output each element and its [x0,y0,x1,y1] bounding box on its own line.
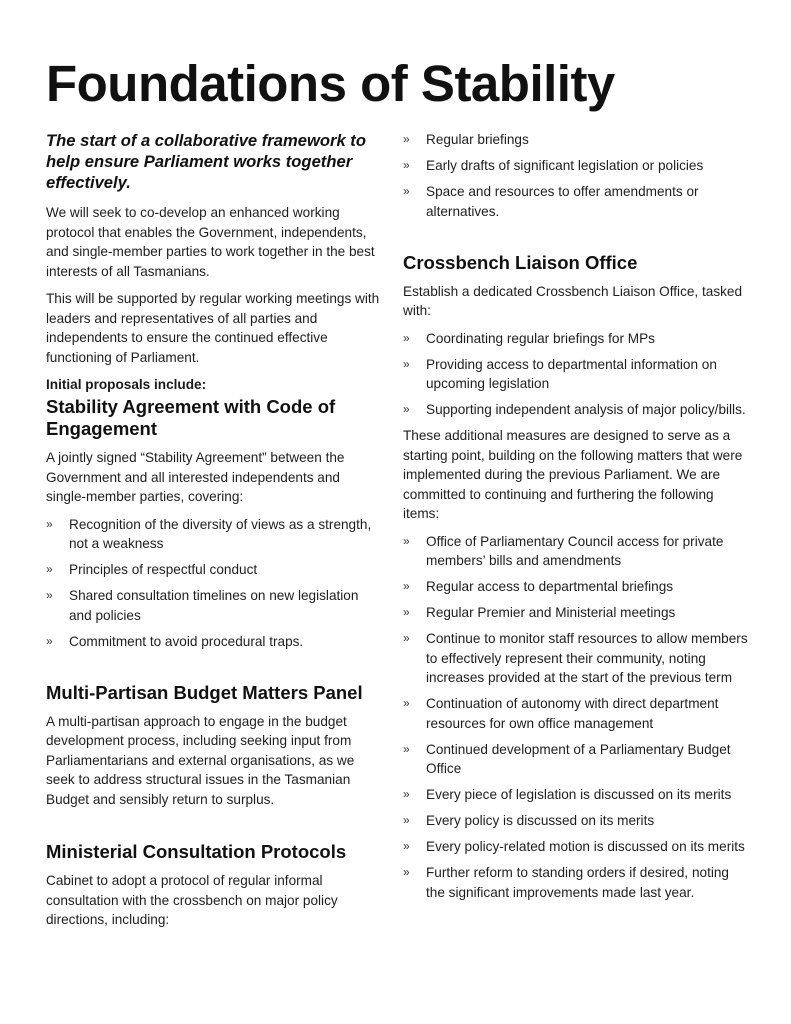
bullet-marker-icon: » [46,562,53,576]
additional-measures-list [403,532,748,903]
list-item: » Recognition of the diversity of views as a strength, not a weakness [46,516,372,551]
left-column [46,130,381,938]
list-item: » Providing access to departmental information on upcoming legislation [403,356,717,391]
bullet-marker-icon: » [403,813,410,827]
budget-panel-heading: Multi-Partisan Budget Matters Panel [46,681,363,703]
list-item: » Every piece of legislation is discussed on its merits [403,785,748,805]
intro-paragraph-1: We will seek to co-develop an enhanced working protocol that enables the Government, independents, and single-member parties to work together in the best interests of all Tasmanians. [46,205,375,279]
stability-agreement-list [46,515,381,652]
list-item: » Coordinating regular briefings for MPs [403,329,748,349]
list-item: » Regular briefings [403,130,748,150]
intro-paragraph-2: This will be supported by regular working meetings with leaders and representatives of all parties and independents to ensure the continued effective functioning of Parliament. [46,291,380,365]
crossbench-liaison-list [403,329,748,420]
bullet-marker-icon: » [403,787,410,801]
stability-agreement-heading: Stability Agreement with Code of Engagement [46,396,336,439]
bullet-marker-icon: » [403,158,410,172]
bullet-marker-icon: » [403,579,410,593]
bullet-marker-icon: » [403,741,410,756]
list-item: » Supporting independent analysis of major policy/bills. [403,400,748,420]
page-title: Foundations of Stability [46,55,615,112]
crossbench-liaison-heading: Crossbench Liaison Office [403,251,638,273]
list-item: » Regular access to departmental briefings [403,577,748,597]
bullet-marker-icon: » [403,696,410,710]
bullet-marker-icon: » [403,184,410,198]
bullet-marker-icon: » [403,839,410,853]
bullet-marker-icon: » [403,132,410,146]
list-item: » Principles of respectful conduct [46,560,381,580]
bullet-marker-icon: » [403,865,410,879]
budget-panel-text: A multi-partisan approach to engage in the budget development process, including seeking input from Parliamentarians and external organisations, as we seek to address structural issues in the Tasmanian Budget and sensibly return to surplus. [46,713,355,807]
bullet-marker-icon: » [403,356,410,371]
ministerial-protocols-list [403,130,748,221]
bullet-marker-icon: » [403,330,410,345]
stability-agreement-text: A jointly signed “Stability Agreement” between the Government and all interested independents and single-member parties, covering: [46,450,345,504]
list-item: » Space and resources to offer amendments or alternatives. [403,184,699,219]
intro-lead: The start of a collaborative framework to help ensure Parliament works together effectively. [46,131,366,192]
proposals-label: Initial proposals include: [46,377,207,392]
bullet-marker-icon: » [403,605,410,619]
bullet-marker-icon: » [46,588,53,602]
list-item: » Early drafts of significant legislation or policies [403,156,748,176]
bullet-marker-icon: » [403,533,410,548]
list-item: » Shared consultation timelines on new legislation and policies [46,588,359,623]
bullet-marker-icon: » [46,633,53,648]
crossbench-liaison-text: Establish a dedicated Crossbench Liaison Office, tasked with: [403,283,743,318]
right-column [403,130,748,909]
bullet-marker-icon: » [403,402,410,416]
list-item: » Further reform to standing orders if desired, noting the significant improvements made last year. [403,865,729,900]
list-item: » Office of Parliamentary Council access for private members’ bills and amendments [403,533,724,568]
bullet-marker-icon: » [403,631,410,645]
ministerial-protocols-text: Cabinet to adopt a protocol of regular informal consultation with the crossbench on major policy directions, including: [46,873,338,927]
additional-measures-text: These additional measures are designed to serve as a starting point, building on the following matters that were implemented during the previous Parliament. We are committed to continuing and furthering the following items: [403,428,743,521]
list-item: » Commitment to avoid procedural traps. [46,632,381,652]
list-item: » Continuation of autonomy with direct department resources for own office management [403,696,719,731]
list-item: » Continue to monitor staff resources to allow members to effectively represent their community, noting increases provided at the start of the previous term [403,631,748,685]
list-item: » Regular Premier and Ministerial meetings [403,603,748,623]
list-item: » Every policy is discussed on its merits [403,811,748,831]
list-item: » Every policy-related motion is discussed on its merits [403,837,748,857]
bullet-marker-icon: » [46,516,53,531]
ministerial-protocols-heading: Ministerial Consultation Protocols [46,841,347,862]
list-item: » Continued development of a Parliamentary Budget Office [403,741,731,776]
